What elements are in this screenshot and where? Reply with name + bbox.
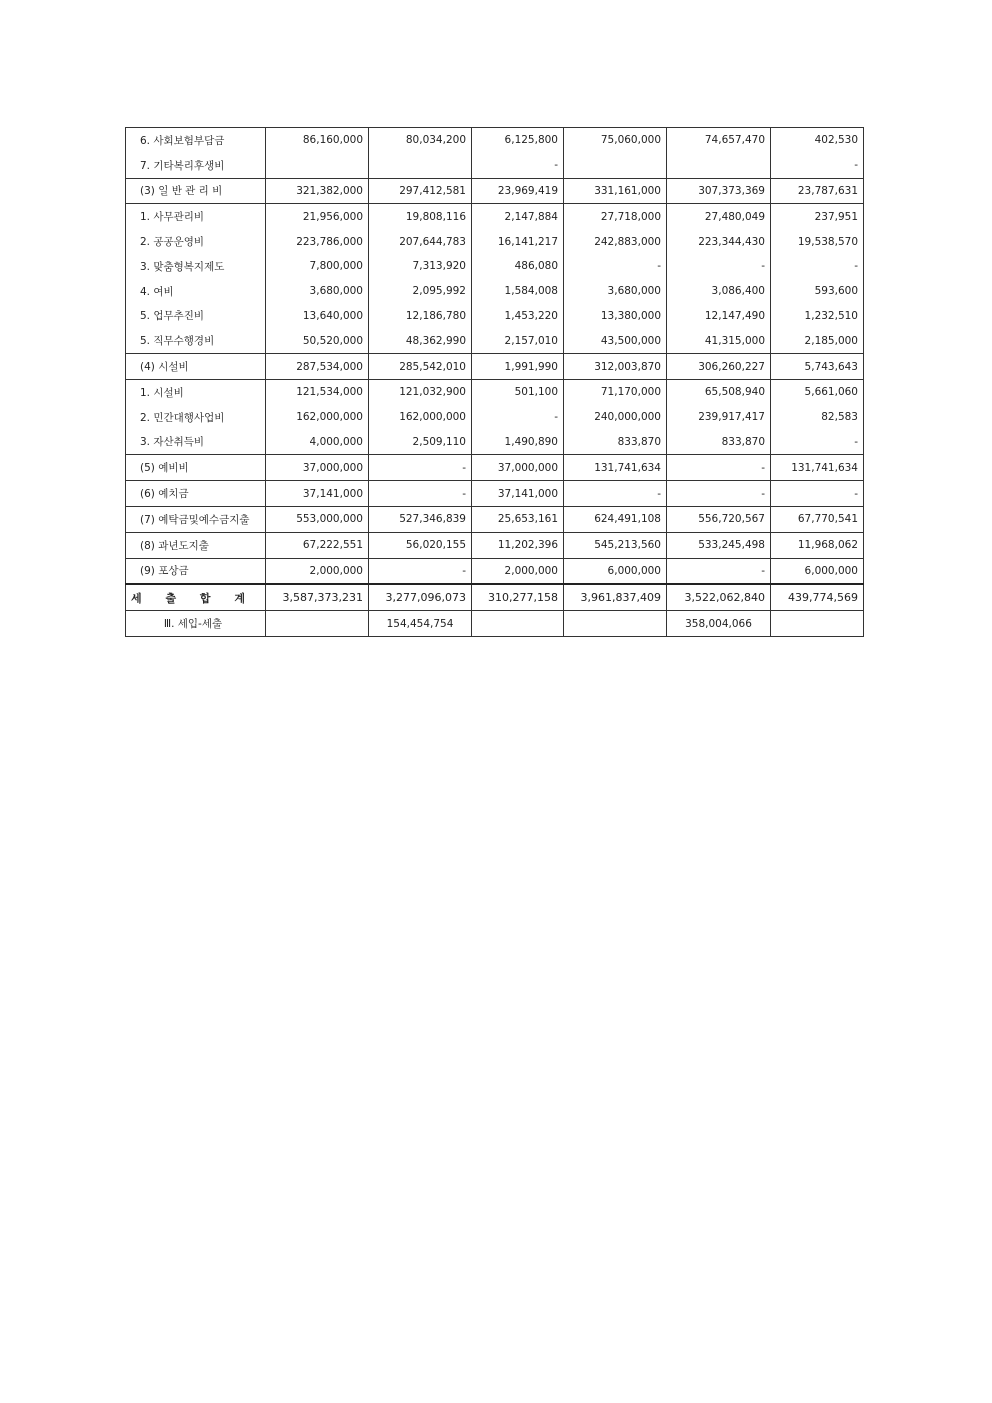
amount-cell: 2,147,884 bbox=[472, 204, 564, 229]
row-label: 1. 사무관리비 bbox=[126, 204, 266, 229]
amount-cell: 13,380,000 bbox=[564, 304, 667, 329]
amount-cell: 287,534,000 bbox=[266, 354, 369, 380]
table-row bbox=[126, 354, 864, 380]
amount-cell: 162,000,000 bbox=[369, 405, 472, 430]
amount-cell: 1,991,990 bbox=[472, 354, 564, 380]
amount-cell: 82,583 bbox=[771, 405, 864, 430]
amount-cell: - bbox=[667, 558, 771, 584]
amount-cell: - bbox=[564, 254, 667, 279]
table-row bbox=[126, 328, 864, 353]
table-row bbox=[126, 558, 864, 584]
row-label: (4) 시설비 bbox=[126, 354, 266, 380]
amount-cell: 5,661,060 bbox=[771, 379, 864, 404]
amount-cell: 2,509,110 bbox=[369, 430, 472, 455]
amount-cell: 1,232,510 bbox=[771, 304, 864, 329]
amount-cell: 553,000,000 bbox=[266, 506, 369, 532]
amount-cell: 2,095,992 bbox=[369, 279, 472, 304]
amount-cell: 3,522,062,840 bbox=[667, 584, 771, 610]
amount-cell: 3,587,373,231 bbox=[266, 584, 369, 610]
row-label: 5. 업무추진비 bbox=[126, 304, 266, 329]
amount-cell: 3,961,837,409 bbox=[564, 584, 667, 610]
row-label: (9) 포상금 bbox=[126, 558, 266, 584]
amount-cell: 3,680,000 bbox=[266, 279, 369, 304]
amount-cell: 402,530 bbox=[771, 128, 864, 153]
row-label: 2. 공공운영비 bbox=[126, 229, 266, 254]
amount-cell: 71,170,000 bbox=[564, 379, 667, 404]
amount-cell: 37,000,000 bbox=[472, 455, 564, 481]
amount-cell: 833,870 bbox=[667, 430, 771, 455]
amount-cell: 331,161,000 bbox=[564, 178, 667, 204]
amount-cell: 501,100 bbox=[472, 379, 564, 404]
amount-cell bbox=[771, 611, 864, 637]
amount-cell: 223,344,430 bbox=[667, 229, 771, 254]
table-row bbox=[126, 279, 864, 304]
amount-cell bbox=[266, 611, 369, 637]
amount-cell bbox=[667, 153, 771, 178]
table-row bbox=[126, 304, 864, 329]
amount-cell: 237,951 bbox=[771, 204, 864, 229]
expenditure-table bbox=[125, 127, 864, 637]
amount-cell: - bbox=[369, 481, 472, 507]
amount-cell: 240,000,000 bbox=[564, 405, 667, 430]
amount-cell: 833,870 bbox=[564, 430, 667, 455]
amount-cell: 2,157,010 bbox=[472, 328, 564, 353]
amount-cell: 86,160,000 bbox=[266, 128, 369, 153]
amount-cell: - bbox=[667, 455, 771, 481]
amount-cell: 131,741,634 bbox=[771, 455, 864, 481]
table-row bbox=[126, 430, 864, 455]
amount-cell: 162,000,000 bbox=[266, 405, 369, 430]
amount-cell: 1,490,890 bbox=[472, 430, 564, 455]
amount-cell: 1,453,220 bbox=[472, 304, 564, 329]
amount-cell: 67,770,541 bbox=[771, 506, 864, 532]
table-row bbox=[126, 128, 864, 153]
amount-cell: 7,800,000 bbox=[266, 254, 369, 279]
amount-cell: - bbox=[771, 430, 864, 455]
row-label: (3) 일 반 관 리 비 bbox=[126, 178, 266, 204]
amount-cell: 37,141,000 bbox=[266, 481, 369, 507]
amount-cell: 306,260,227 bbox=[667, 354, 771, 380]
amount-cell: 2,000,000 bbox=[266, 558, 369, 584]
row-label: 세 출 합 계 bbox=[126, 584, 266, 610]
amount-cell: 23,969,419 bbox=[472, 178, 564, 204]
amount-cell: 25,653,161 bbox=[472, 506, 564, 532]
table-row bbox=[126, 481, 864, 507]
amount-cell: 11,202,396 bbox=[472, 532, 564, 558]
table-row bbox=[126, 455, 864, 481]
row-label: (7) 예탁금및예수금지출 bbox=[126, 506, 266, 532]
table-row bbox=[126, 405, 864, 430]
amount-cell: 4,000,000 bbox=[266, 430, 369, 455]
amount-cell: 624,491,108 bbox=[564, 506, 667, 532]
amount-cell: 16,141,217 bbox=[472, 229, 564, 254]
amount-cell: 56,020,155 bbox=[369, 532, 472, 558]
amount-cell: 285,542,010 bbox=[369, 354, 472, 380]
amount-cell: - bbox=[667, 481, 771, 507]
row-label: 2. 민간대행사업비 bbox=[126, 405, 266, 430]
amount-cell: 27,480,049 bbox=[667, 204, 771, 229]
amount-cell: 121,534,000 bbox=[266, 379, 369, 404]
amount-cell: 154,454,754 bbox=[369, 611, 472, 637]
amount-cell: 19,538,570 bbox=[771, 229, 864, 254]
amount-cell: 527,346,839 bbox=[369, 506, 472, 532]
table-row bbox=[126, 178, 864, 204]
table-row bbox=[126, 229, 864, 254]
row-label: 5. 직무수행경비 bbox=[126, 328, 266, 353]
amount-cell: 6,000,000 bbox=[564, 558, 667, 584]
amount-cell: 13,640,000 bbox=[266, 304, 369, 329]
amount-cell: 242,883,000 bbox=[564, 229, 667, 254]
amount-cell bbox=[564, 611, 667, 637]
amount-cell: 310,277,158 bbox=[472, 584, 564, 610]
amount-cell: 2,185,000 bbox=[771, 328, 864, 353]
amount-cell: 239,917,417 bbox=[667, 405, 771, 430]
table-row bbox=[126, 532, 864, 558]
amount-cell: 312,003,870 bbox=[564, 354, 667, 380]
amount-cell: 5,743,643 bbox=[771, 354, 864, 380]
table-row bbox=[126, 379, 864, 404]
amount-cell: 3,086,400 bbox=[667, 279, 771, 304]
amount-cell: 41,315,000 bbox=[667, 328, 771, 353]
table-row bbox=[126, 153, 864, 178]
amount-cell: 75,060,000 bbox=[564, 128, 667, 153]
row-label: 3. 자산취득비 bbox=[126, 430, 266, 455]
amount-cell: 19,808,116 bbox=[369, 204, 472, 229]
amount-cell: - bbox=[369, 558, 472, 584]
amount-cell: - bbox=[472, 153, 564, 178]
amount-cell: 43,500,000 bbox=[564, 328, 667, 353]
amount-cell: 3,277,096,073 bbox=[369, 584, 472, 610]
amount-cell: 80,034,200 bbox=[369, 128, 472, 153]
amount-cell: 7,313,920 bbox=[369, 254, 472, 279]
amount-cell: 486,080 bbox=[472, 254, 564, 279]
amount-cell: 65,508,940 bbox=[667, 379, 771, 404]
amount-cell: - bbox=[771, 481, 864, 507]
amount-cell: 11,968,062 bbox=[771, 532, 864, 558]
table-row bbox=[126, 506, 864, 532]
amount-cell: 21,956,000 bbox=[266, 204, 369, 229]
amount-cell bbox=[369, 153, 472, 178]
amount-cell: 223,786,000 bbox=[266, 229, 369, 254]
amount-cell: 2,000,000 bbox=[472, 558, 564, 584]
table-row bbox=[126, 204, 864, 229]
amount-cell: 12,147,490 bbox=[667, 304, 771, 329]
amount-cell bbox=[472, 611, 564, 637]
amount-cell: 307,373,369 bbox=[667, 178, 771, 204]
amount-cell: - bbox=[771, 254, 864, 279]
amount-cell: 6,000,000 bbox=[771, 558, 864, 584]
amount-cell: 321,382,000 bbox=[266, 178, 369, 204]
amount-cell: 37,141,000 bbox=[472, 481, 564, 507]
row-label: 3. 맞춤형복지제도 bbox=[126, 254, 266, 279]
amount-cell: - bbox=[472, 405, 564, 430]
row-label: 1. 시설비 bbox=[126, 379, 266, 404]
amount-cell: 6,125,800 bbox=[472, 128, 564, 153]
amount-cell: 556,720,567 bbox=[667, 506, 771, 532]
amount-cell: 23,787,631 bbox=[771, 178, 864, 204]
amount-cell: 121,032,900 bbox=[369, 379, 472, 404]
row-label: (8) 과년도지출 bbox=[126, 532, 266, 558]
amount-cell: 12,186,780 bbox=[369, 304, 472, 329]
amount-cell: 593,600 bbox=[771, 279, 864, 304]
amount-cell: 297,412,581 bbox=[369, 178, 472, 204]
amount-cell: - bbox=[667, 254, 771, 279]
row-label: (6) 예치금 bbox=[126, 481, 266, 507]
amount-cell: 545,213,560 bbox=[564, 532, 667, 558]
row-label: 4. 여비 bbox=[126, 279, 266, 304]
amount-cell: 358,004,066 bbox=[667, 611, 771, 637]
amount-cell: 74,657,470 bbox=[667, 128, 771, 153]
amount-cell: 27,718,000 bbox=[564, 204, 667, 229]
amount-cell: - bbox=[771, 153, 864, 178]
row-label: 7. 기타복리후생비 bbox=[126, 153, 266, 178]
amount-cell: 207,644,783 bbox=[369, 229, 472, 254]
row-label: (5) 예비비 bbox=[126, 455, 266, 481]
amount-cell: 1,584,008 bbox=[472, 279, 564, 304]
amount-cell: 131,741,634 bbox=[564, 455, 667, 481]
amount-cell: - bbox=[369, 455, 472, 481]
amount-cell bbox=[266, 153, 369, 178]
table-row bbox=[126, 254, 864, 279]
amount-cell bbox=[564, 153, 667, 178]
amount-cell: 50,520,000 bbox=[266, 328, 369, 353]
difference-row bbox=[126, 611, 864, 637]
amount-cell: 439,774,569 bbox=[771, 584, 864, 610]
row-label: 6. 사회보험부담금 bbox=[126, 128, 266, 153]
amount-cell: - bbox=[564, 481, 667, 507]
amount-cell: 37,000,000 bbox=[266, 455, 369, 481]
amount-cell: 48,362,990 bbox=[369, 328, 472, 353]
amount-cell: 533,245,498 bbox=[667, 532, 771, 558]
amount-cell: 3,680,000 bbox=[564, 279, 667, 304]
row-label: Ⅲ. 세입-세출 bbox=[126, 611, 266, 637]
total-row bbox=[126, 584, 864, 610]
amount-cell: 67,222,551 bbox=[266, 532, 369, 558]
